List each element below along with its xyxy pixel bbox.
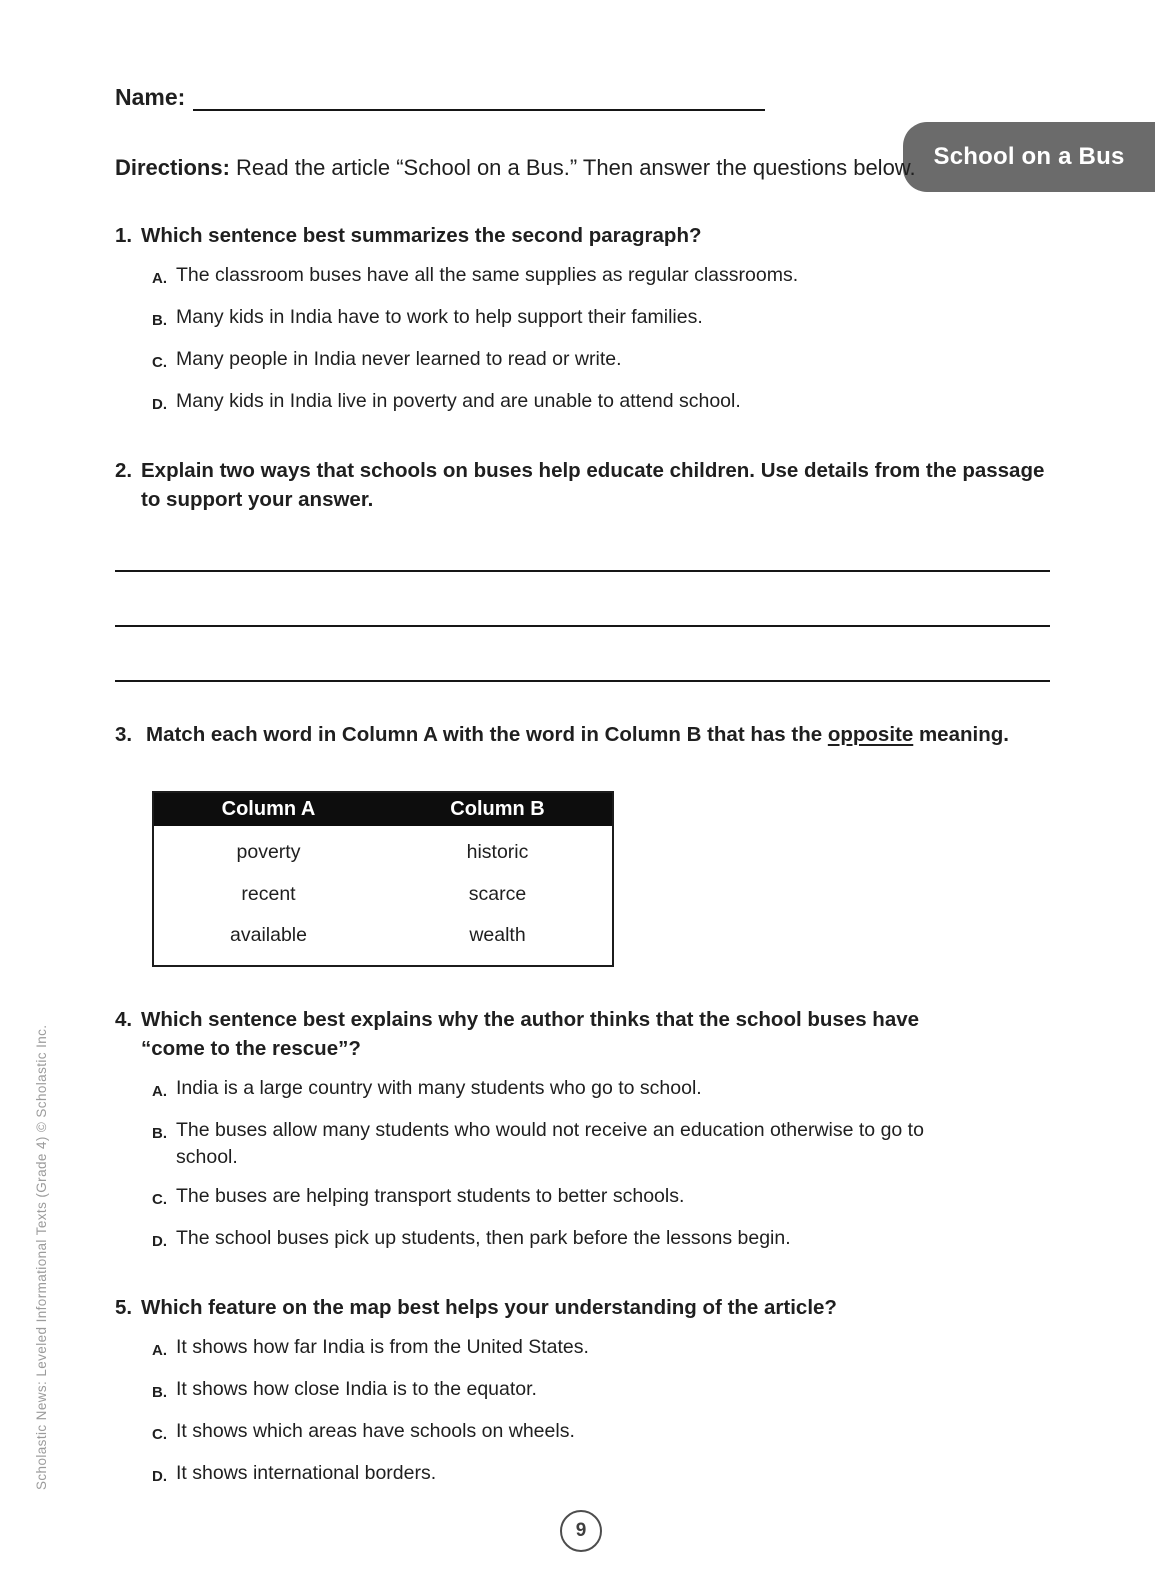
option-letter: B. xyxy=(152,1124,167,1142)
question-5-number: 5. xyxy=(115,1295,133,1319)
option-text: The buses allow many students who would not receive an education otherwise to go to school. xyxy=(176,1118,924,1168)
question-1-option-a xyxy=(152,262,1050,292)
question-4-option-c xyxy=(152,1183,1050,1213)
question-2 xyxy=(115,456,1050,682)
question-1-number: 1. xyxy=(115,224,133,247)
question-5-text: Which feature on the map best helps your understanding of the article? xyxy=(141,1295,837,1319)
question-1-option-c xyxy=(152,346,1050,376)
option-letter: C. xyxy=(152,354,167,371)
table-row xyxy=(154,874,612,916)
question-5 xyxy=(115,1293,1050,1490)
option-letter: C. xyxy=(152,1190,167,1208)
option-text: The classroom buses have all the same supplies as regular classrooms. xyxy=(176,264,799,286)
sidebar-credit: Scholastic News: Leveled Informational Texts (Grade 4) © Scholastic Inc. xyxy=(34,1024,49,1490)
question-4-option-b xyxy=(152,1117,1050,1171)
name-fill-in-line[interactable] xyxy=(193,85,765,111)
worksheet-page xyxy=(0,84,1155,1490)
page-number xyxy=(560,1510,602,1552)
directions-label: Directions: xyxy=(115,155,230,180)
question-4-option-d xyxy=(152,1225,1050,1255)
question-1-option-b xyxy=(152,304,1050,334)
question-4-options xyxy=(152,1075,1050,1255)
answer-line[interactable] xyxy=(115,680,1050,682)
option-letter: D. xyxy=(152,1232,167,1250)
question-2-answer-area xyxy=(115,570,1050,682)
option-text: It shows how close India is to the equator. xyxy=(176,1377,537,1400)
column-a-word: recent xyxy=(241,882,296,905)
match-table xyxy=(152,791,614,967)
name-row xyxy=(115,84,765,111)
option-letter: C. xyxy=(152,1425,167,1443)
option-letter: D. xyxy=(152,396,167,413)
question-5-option-a xyxy=(152,1334,1050,1364)
question-1-options xyxy=(152,262,1050,418)
option-text: It shows international borders. xyxy=(176,1461,437,1484)
question-1 xyxy=(115,221,1050,418)
question-2-text: Explain two ways that schools on buses help educate children. Use details from the passage to support your answer. xyxy=(141,459,1045,511)
option-text: Many kids in India have to work to help support their families. xyxy=(176,306,703,328)
option-text: It shows how far India is from the United States. xyxy=(176,1335,589,1358)
question-1-option-d xyxy=(152,388,1050,418)
question-2-number: 2. xyxy=(115,459,133,482)
column-b-word: wealth xyxy=(469,924,526,947)
option-text: India is a large country with many students who go to school. xyxy=(176,1076,702,1099)
option-text: The school buses pick up students, then park before the lessons begin. xyxy=(176,1226,791,1249)
option-text: The buses are helping transport students to better schools. xyxy=(176,1184,685,1207)
question-4 xyxy=(115,1005,1050,1255)
column-b-word: historic xyxy=(466,841,529,864)
table-row xyxy=(154,915,612,957)
option-letter: D. xyxy=(152,1467,167,1485)
question-4-number: 4. xyxy=(115,1007,133,1031)
underlined-word: opposite xyxy=(827,723,914,746)
option-text: Many kids in India live in poverty and are unable to attend school. xyxy=(176,390,741,412)
question-3-number: 3. xyxy=(115,723,133,746)
column-a-word: available xyxy=(230,924,307,947)
table-row xyxy=(154,832,612,874)
question-4-text: Which sentence best explains why the author thinks that the school buses have “come to the rescue”? xyxy=(141,1007,920,1060)
question-5-options xyxy=(152,1334,1050,1490)
column-b-word: scarce xyxy=(468,882,527,905)
question-5-option-b xyxy=(152,1376,1050,1406)
question-3 xyxy=(115,720,1050,967)
question-1-text: Which sentence best summarizes the second paragraph? xyxy=(141,224,702,247)
page-number-value: 9 xyxy=(575,1520,587,1541)
question-5-option-c xyxy=(152,1418,1050,1448)
column-b-header: Column B xyxy=(450,798,545,820)
title-badge-label: School on a Bus xyxy=(933,143,1125,170)
question-4-option-a xyxy=(152,1075,1050,1105)
answer-line[interactable] xyxy=(115,625,1050,627)
option-letter: A. xyxy=(152,1082,167,1100)
answer-line[interactable] xyxy=(115,570,1050,572)
option-letter: B. xyxy=(152,1383,167,1401)
option-text: It shows which areas have schools on wheels. xyxy=(176,1419,575,1442)
question-3-text: Match each word in Column A with the word in Column B that has the opposite meaning. xyxy=(146,723,1009,746)
directions-text: Read the article “School on a Bus.” Then answer the questions below. xyxy=(229,155,916,180)
name-label: Name: xyxy=(115,84,186,110)
option-text: Many people in India never learned to read or write. xyxy=(176,348,622,370)
option-letter: B. xyxy=(152,312,167,329)
directions xyxy=(115,153,1050,183)
question-5-option-d xyxy=(152,1460,1050,1490)
match-table-header xyxy=(154,793,612,826)
column-a-word: poverty xyxy=(236,841,301,864)
option-letter: A. xyxy=(152,1341,167,1359)
option-letter: A. xyxy=(152,270,167,287)
column-a-header: Column A xyxy=(221,798,316,820)
